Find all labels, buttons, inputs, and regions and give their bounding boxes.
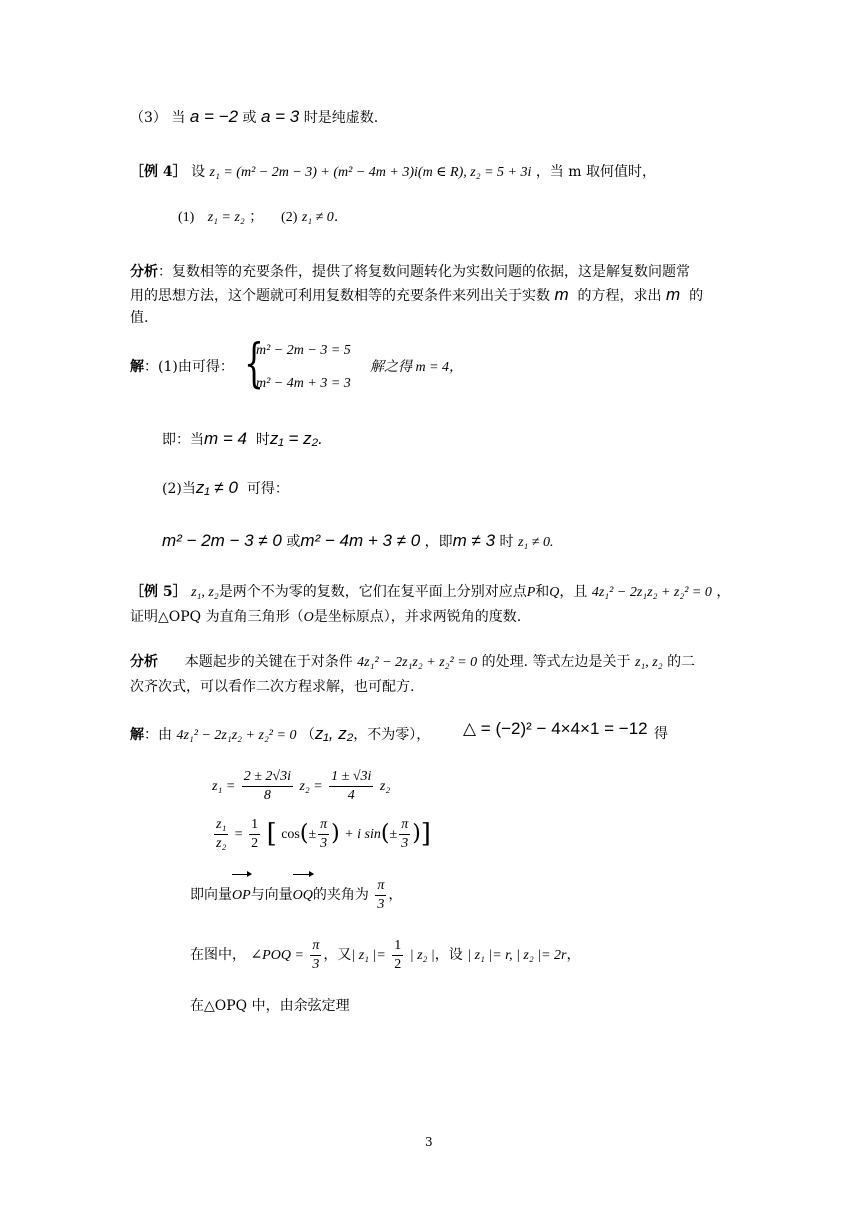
fraction (399, 816, 410, 853)
text: ± (389, 827, 398, 842)
text: 的夹角为 (312, 887, 369, 903)
text: 用的思想方法，这个题就可利用复数相等的充要条件来列出关于实数 (130, 288, 550, 304)
text: 即：当 (162, 432, 204, 448)
paren: ) (412, 821, 421, 846)
text: ， (716, 584, 731, 600)
text: 得 (654, 726, 668, 742)
part-number: (1) (178, 210, 195, 225)
math-z1-ne-0: z₁ ≠ 0 (195, 478, 238, 497)
math-z1-eq-z2: z₁ = z₂ (207, 210, 245, 225)
denominator: z₂ (216, 835, 227, 851)
text: 次齐次式，可以看作二次方程求解，也可配方. (130, 679, 415, 695)
math-m: m (554, 285, 569, 304)
example-5-line-1 (130, 581, 730, 604)
math-m-eq-4: m = 4 (204, 429, 247, 448)
text: ； (249, 209, 264, 225)
text: 当 (171, 110, 186, 126)
solution-label: 解 (130, 727, 144, 743)
math-z1-z2: z₁, z₂ (634, 655, 663, 670)
math-a-eq-3: a = 3 (260, 107, 300, 126)
part-number: (2) (281, 210, 298, 225)
text: ，且 (559, 584, 588, 600)
math-z1-eq-z2: z₁ = z₂. (269, 429, 323, 448)
denominator: 3 (401, 835, 409, 851)
bracket: [ (266, 819, 277, 849)
cosine-law-line (190, 995, 350, 1017)
text: 本题起步的关键在于对条件 (184, 654, 353, 670)
text: 可得： (246, 481, 289, 497)
text: z₂ = (299, 779, 323, 794)
text: 在图中， (190, 947, 246, 963)
text: 的二 (667, 654, 696, 670)
analysis-1-line-1 (130, 261, 690, 283)
math-inequality-1: m² − 2m − 3 ≠ 0 (162, 531, 282, 550)
math-z1-z2: z₁, z₂ (191, 585, 219, 600)
example-label: ［例 4］ (130, 164, 187, 180)
math-z1-z2: z₁, z₂ (314, 724, 354, 743)
numerator: π (399, 816, 410, 835)
text: ，设 (434, 947, 463, 963)
text: ，即 (424, 534, 453, 550)
math-o: O (303, 610, 314, 625)
text: ：(1)由可得： (144, 359, 234, 375)
vector-oq: OQ (293, 872, 313, 916)
text: (2)当 (162, 481, 196, 497)
math-condition: 4z₁² − 2z₁z₂ + z₂² = 0 (176, 728, 297, 743)
math-q: Q (549, 585, 560, 600)
denominator: 8 (263, 787, 271, 803)
numerator: 2 ± 2√3i (242, 768, 293, 787)
numerator: 1 ± √3i (329, 768, 373, 787)
text: 时是纯虚数. (303, 110, 379, 126)
denominator: 3 (312, 956, 320, 972)
solution-4-part-2 (162, 477, 289, 500)
example-label: ［例 5］ (130, 584, 187, 600)
paren: ( (380, 821, 390, 846)
analysis-1-line-2 (130, 284, 703, 307)
math-m-ne-3: m ≠ 3 (452, 531, 496, 550)
math-abs-z2: | z₂ | (409, 948, 435, 963)
fraction (375, 877, 386, 914)
text: + i sin (344, 827, 381, 842)
text: 或 (242, 110, 257, 126)
math-inequality-2: m² − 4m + 3 ≠ 0 (300, 531, 421, 550)
denominator: 3 (377, 896, 385, 912)
system-equation-1: m² − 2m − 3 = 5 (256, 343, 351, 358)
text: 是两个不为零的复数，它们在复平面上分别对应点 (218, 584, 527, 600)
text: 时 (255, 432, 270, 448)
text: ， (388, 887, 403, 903)
example-4-statement (130, 161, 656, 184)
bracket: ] (420, 819, 431, 849)
text: ，不为零）， (353, 727, 431, 743)
fraction (310, 937, 321, 974)
text: ， (566, 947, 581, 963)
text: 的方程，求出 (577, 288, 662, 304)
text: z₂ (379, 779, 391, 794)
text: 设 (191, 164, 206, 180)
text: 证明△OPQ 为直角三角形（ (130, 609, 304, 625)
analysis-label: 分析 (130, 654, 158, 670)
numerator: π (375, 877, 386, 896)
example-5-line-2 (130, 606, 521, 629)
fraction (329, 768, 373, 805)
numerator: z₁ (214, 816, 228, 835)
text: 或 (286, 534, 301, 550)
text: 的处理. 等式左边是关于 (481, 654, 631, 670)
text: 解之得 m = 4， (370, 360, 464, 375)
fraction (392, 937, 403, 974)
text: 时 (499, 534, 514, 550)
text: ，又 (323, 947, 352, 963)
analysis-2-line-1 (130, 651, 695, 674)
figure-angle-line (190, 935, 580, 976)
denominator: 4 (347, 787, 355, 803)
text: （ (300, 727, 315, 743)
system-equation-2: m² − 4m + 3 = 3 (256, 376, 351, 391)
fraction (242, 768, 293, 805)
analysis-2-line-2 (130, 676, 414, 698)
denominator: 3 (320, 835, 328, 851)
paren: ( (299, 821, 309, 846)
analysis-label: 分析 (130, 264, 158, 280)
fraction (249, 816, 260, 853)
numerator: π (318, 816, 329, 835)
math-condition: 4z₁² − 2z₁z₂ + z₂² = 0 (357, 655, 478, 670)
text: ：复数相等的充要条件，提供了将复数问题转化为实数问题的依据，这是解复数问题常 (158, 264, 690, 280)
text: 和 (535, 584, 550, 600)
denominator: 2 (251, 835, 259, 851)
solution-4-conclusion-2 (162, 530, 553, 554)
text: 是坐标原点），并求两锐角的度数. (313, 609, 522, 625)
analysis-1-line-3 (130, 307, 148, 329)
solution-m-eq-4 (370, 356, 463, 379)
solution-5-intro (130, 723, 430, 747)
text: 值. (130, 310, 149, 326)
text: z₁ = (212, 779, 236, 794)
z1-formula (212, 766, 390, 807)
fraction (214, 816, 228, 853)
math-m: m (665, 285, 681, 304)
text: cos (281, 827, 300, 842)
math-z1-ne-0: z₁ ≠ 0. (517, 535, 554, 550)
text: 与向量 (250, 887, 293, 903)
math-abs-z1: | z₁ |= (351, 948, 386, 963)
math-p: P (526, 585, 536, 600)
text: 的 (689, 288, 704, 304)
page-number: 3 (425, 1135, 433, 1149)
denominator: 2 (394, 956, 402, 972)
text: = (234, 827, 243, 842)
math-condition: 4z₁² − 2z₁z₂ + z₂² = 0 (591, 585, 712, 600)
math-angle-poq: ∠POQ = (250, 948, 304, 963)
text: 即向量 (190, 887, 232, 903)
system-brace: { (244, 334, 264, 394)
numerator: 1 (249, 816, 260, 835)
text: ：由 (144, 727, 172, 743)
text: 在△OPQ 中，由余弦定理 (190, 998, 350, 1014)
solution-label: 解 (130, 359, 144, 375)
numerator: π (310, 937, 321, 956)
vector-op: OP (232, 872, 251, 916)
ratio-formula (212, 812, 431, 857)
discriminant: △ = (−2)² − 4×4×1 = −12 (463, 719, 648, 738)
vector-angle-line (190, 872, 402, 916)
paren: ) (331, 821, 340, 846)
math-a-eq-neg2: a = −2 (189, 107, 239, 126)
example-4-parts (178, 206, 338, 229)
item-number: （3） (130, 110, 167, 126)
numerator: 1 (392, 937, 403, 956)
fraction (318, 816, 329, 853)
math-set-r: | z₁ |= r, | z₂ |= 2r (467, 948, 567, 963)
solution-4-conclusion-1 (162, 428, 323, 451)
math-z1-ne-0: z₁ ≠ 0 (301, 210, 334, 225)
math-z1-definition: z₁ = (m² − 2m − 3) + (m² − 4m + 3)i(m ∈ R), z₂ = 5 + 3i (209, 165, 532, 180)
solution-4-intro (130, 356, 234, 378)
text: ，当 m 取何值时， (535, 164, 656, 180)
text: ± (308, 827, 317, 842)
text: . (333, 209, 339, 225)
pure-imaginary-conclusion (130, 106, 378, 129)
